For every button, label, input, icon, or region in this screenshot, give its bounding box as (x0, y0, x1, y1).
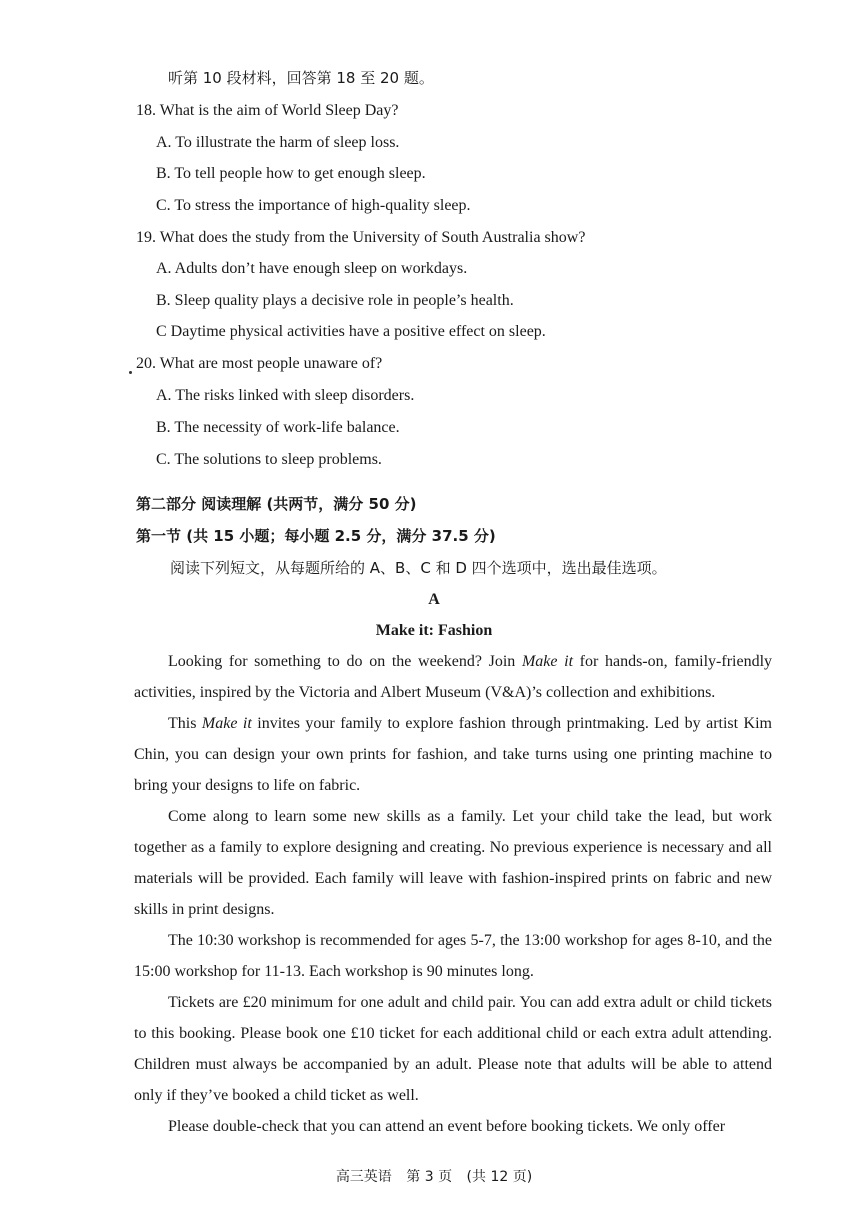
section-one-heading: 第一节 (共 15 小题；每小题 2.5 分，满分 37.5 分) (136, 527, 496, 545)
question-18-stem: 18. What is the aim of World Sleep Day? (136, 102, 399, 119)
question-18-option-a: A. To illustrate the harm of sleep loss. (156, 134, 400, 151)
passage-paragraph-6: Please double-check that you can attend an event before booking tickets. We only offer (168, 1118, 726, 1135)
question-20-option-a: A. The risks linked with sleep disorders. (156, 387, 415, 404)
footer-page: 第 3 页 (406, 1169, 453, 1185)
passage-paragraph-2: This Make it invites your family to explore fashion through printmaking. Led by artist Kim Chin, you can design your own prints for fashion, and take turns using one printing machine to bring your designs to life on fabric. (134, 715, 773, 794)
listening-instruction: 听第 10 段材料，回答第 18 至 20 题。 (168, 69, 434, 87)
question-19-option-c: C Daytime physical activities have a positive effect on sleep. (156, 323, 546, 340)
question-19-stem: 19. What does the study from the University of South Australia show? (136, 229, 586, 246)
passage-paragraph-1: Looking for something to do on the weekend? Join Make it for hands-on, family-friendly activities, inspired by the Victoria and Albert Museum (V&A)’s collection and exhibitions. (134, 653, 773, 701)
footer-subject: 高三英语 (335, 1169, 392, 1185)
question-18-option-b: B. To tell people how to get enough sleep. (156, 165, 426, 182)
passage-paragraph-5: Tickets are £20 minimum for one adult and child pair. You can add extra adult or child tickets to this booking. Please book one £10 ticket for each additional child or each extra adult attending. Children must always be accompanied by an adult. Please note that adults will be able to attend only if they’ve booked a child ticket as well. (134, 994, 772, 1104)
passage-paragraph-3: Come along to learn some new skills as a family. Let your child take the lead, but work together as a family to explore designing and creating. No previous experience is necessary and all materials will be provided. Each family will leave with fashion-inspired prints on fabric and new skills in print designs. (134, 808, 772, 918)
footer-total: (共 12 页) (466, 1169, 533, 1185)
question-19-option-b: B. Sleep quality plays a decisive role in people’s health. (156, 292, 514, 309)
passage-title: Make it: Fashion (375, 622, 493, 639)
part-two-heading: 第二部分 阅读理解 (共两节，满分 50 分) (136, 495, 417, 513)
reading-instruction: 阅读下列短文，从每题所给的 A、B、C 和 D 四个选项中，选出最佳选项。 (170, 559, 667, 577)
passage-paragraph-4: The 10:30 workshop is recommended for ages 5-7, the 13:00 workshop for ages 8-10, and the 15:00 workshop for 11-13. Each workshop is 90 minutes long. (134, 932, 772, 980)
question-20-stem: 20. What are most people unaware of? (136, 355, 383, 372)
question-20-option-b: B. The necessity of work-life balance. (156, 419, 400, 436)
question-19-option-a: A. Adults don’t have enough sleep on workdays. (156, 260, 468, 277)
question-18-option-c: C. To stress the importance of high-quality sleep. (156, 197, 471, 214)
passage-letter: A (428, 591, 440, 608)
question-20-option-c: C. The solutions to sleep problems. (156, 451, 382, 468)
page-footer (0, 1168, 868, 1186)
scan-dot (129, 371, 132, 374)
